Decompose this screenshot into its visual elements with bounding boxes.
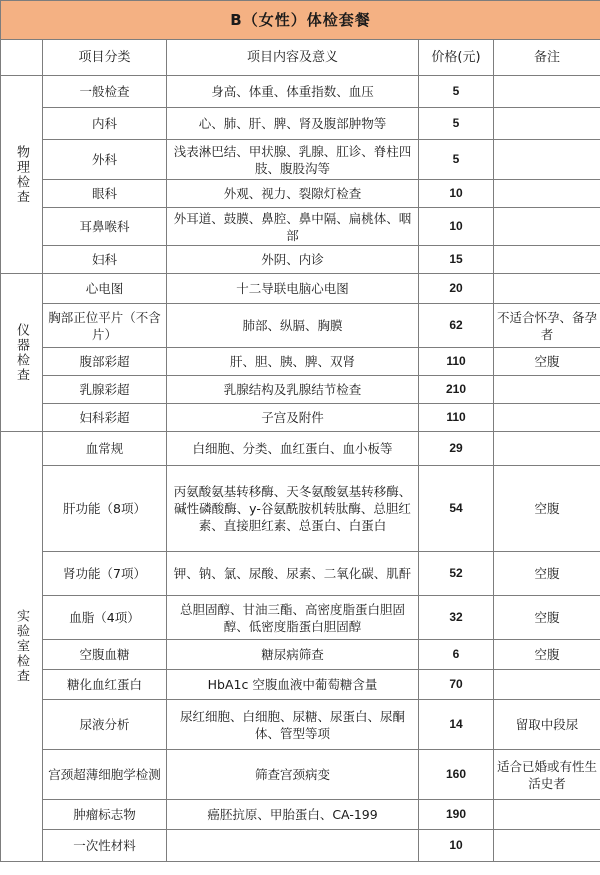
table-row (1, 76, 600, 108)
table-row (1, 376, 600, 404)
row-item: 尿液分析 (43, 700, 167, 750)
row-note (494, 180, 600, 208)
row-content: 浅表淋巴结、甲状腺、乳腺、肛诊、脊柱四肢、腹股沟等 (167, 140, 419, 180)
row-price: 6 (419, 640, 494, 670)
group-instrument: 仪器检查 (1, 274, 43, 432)
row-price: 5 (419, 76, 494, 108)
table-row (1, 640, 600, 670)
row-item: 一般检查 (43, 76, 167, 108)
row-content: 丙氨酸氨基转移酶、天冬氨酸氨基转移酶、碱性磷酸酶、y-谷氨酰胺机转肽酶、总胆红素、直接胆红素、总蛋白、白蛋白 (167, 466, 419, 552)
row-item: 宫颈超薄细胞学检测 (43, 750, 167, 800)
row-note (494, 274, 600, 304)
row-note (494, 670, 600, 700)
row-note: 空腹 (494, 552, 600, 596)
row-item: 妇科 (43, 246, 167, 274)
table-row (1, 800, 600, 830)
row-price: 20 (419, 274, 494, 304)
table-row (1, 750, 600, 800)
row-price: 32 (419, 596, 494, 640)
table-row (1, 432, 600, 466)
table-title: B（女性）体检套餐 (1, 1, 600, 40)
table-row (1, 208, 600, 246)
row-content: 筛查宫颈病变 (167, 750, 419, 800)
row-price: 10 (419, 208, 494, 246)
row-content: 白细胞、分类、血红蛋白、血小板等 (167, 432, 419, 466)
row-item: 眼科 (43, 180, 167, 208)
row-content: 身高、体重、体重指数、血压 (167, 76, 419, 108)
row-item: 乳腺彩超 (43, 376, 167, 404)
row-content: 总胆固醇、甘油三酯、高密度脂蛋白胆固醇、低密度脂蛋白胆固醇 (167, 596, 419, 640)
row-note (494, 376, 600, 404)
row-content: 尿红细胞、白细胞、尿糖、尿蛋白、尿酮体、管型等项 (167, 700, 419, 750)
row-item: 耳鼻喉科 (43, 208, 167, 246)
row-price: 15 (419, 246, 494, 274)
row-note (494, 246, 600, 274)
row-content: 乳腺结构及乳腺结节检查 (167, 376, 419, 404)
row-item: 肝功能（8项） (43, 466, 167, 552)
row-content (167, 830, 419, 862)
header-price: 价格(元) (419, 40, 494, 76)
row-content: 肺部、纵膈、胸膜 (167, 304, 419, 348)
row-price: 62 (419, 304, 494, 348)
row-note: 空腹 (494, 466, 600, 552)
row-note (494, 800, 600, 830)
row-price: 10 (419, 830, 494, 862)
table-row (1, 830, 600, 862)
row-content: 钾、钠、氯、尿酸、尿素、二氧化碳、肌酐 (167, 552, 419, 596)
row-note: 空腹 (494, 640, 600, 670)
row-note: 适合已婚或有性生活史者 (494, 750, 600, 800)
row-item: 妇科彩超 (43, 404, 167, 432)
table-row (1, 108, 600, 140)
table-row (1, 466, 600, 552)
row-content: 癌胚抗原、甲胎蛋白、CA-199 (167, 800, 419, 830)
row-item: 血常规 (43, 432, 167, 466)
row-price: 5 (419, 140, 494, 180)
row-price: 54 (419, 466, 494, 552)
row-item: 腹部彩超 (43, 348, 167, 376)
row-item: 肾功能（7项） (43, 552, 167, 596)
row-content: 心、肺、肝、脾、肾及腹部肿物等 (167, 108, 419, 140)
table-row (1, 246, 600, 274)
row-note (494, 140, 600, 180)
row-content: 外观、视力、裂隙灯检查 (167, 180, 419, 208)
row-content: HbA1c 空腹血液中葡萄糖含量 (167, 670, 419, 700)
group-lab: 实验室检查 (1, 432, 43, 862)
row-price: 29 (419, 432, 494, 466)
header-content: 项目内容及意义 (167, 40, 419, 76)
table-row (1, 596, 600, 640)
table-row (1, 552, 600, 596)
row-content: 糖尿病筛查 (167, 640, 419, 670)
row-content: 十二导联电脑心电图 (167, 274, 419, 304)
row-price: 10 (419, 180, 494, 208)
row-item: 糖化血红蛋白 (43, 670, 167, 700)
row-note: 空腹 (494, 348, 600, 376)
header-blank (1, 40, 43, 76)
row-note (494, 432, 600, 466)
row-content: 外阴、内诊 (167, 246, 419, 274)
header-note: 备注 (494, 40, 600, 76)
table-row (1, 140, 600, 180)
row-note: 不适合怀孕、备孕者 (494, 304, 600, 348)
table-row (1, 700, 600, 750)
row-price: 110 (419, 348, 494, 376)
row-note (494, 108, 600, 140)
header-item: 项目分类 (43, 40, 167, 76)
table-row (1, 670, 600, 700)
row-item: 内科 (43, 108, 167, 140)
row-content: 肝、胆、胰、脾、双肾 (167, 348, 419, 376)
row-content: 外耳道、鼓膜、鼻腔、鼻中隔、扁桃体、咽部 (167, 208, 419, 246)
row-price: 5 (419, 108, 494, 140)
row-item: 外科 (43, 140, 167, 180)
table-row (1, 348, 600, 376)
row-item: 血脂（4项） (43, 596, 167, 640)
row-note (494, 404, 600, 432)
group-physical: 物理检查 (1, 76, 43, 274)
row-price: 160 (419, 750, 494, 800)
row-item: 肿瘤标志物 (43, 800, 167, 830)
row-note (494, 76, 600, 108)
row-price: 110 (419, 404, 494, 432)
row-note: 留取中段尿 (494, 700, 600, 750)
row-item: 心电图 (43, 274, 167, 304)
table-row (1, 304, 600, 348)
table-row (1, 180, 600, 208)
row-note (494, 830, 600, 862)
row-item: 胸部正位平片（不含片） (43, 304, 167, 348)
table-row (1, 404, 600, 432)
row-price: 210 (419, 376, 494, 404)
table-row (1, 274, 600, 304)
row-price: 52 (419, 552, 494, 596)
row-price: 70 (419, 670, 494, 700)
row-item: 空腹血糖 (43, 640, 167, 670)
row-note: 空腹 (494, 596, 600, 640)
row-content: 子宫及附件 (167, 404, 419, 432)
row-note (494, 208, 600, 246)
row-price: 14 (419, 700, 494, 750)
row-price: 190 (419, 800, 494, 830)
row-item: 一次性材料 (43, 830, 167, 862)
